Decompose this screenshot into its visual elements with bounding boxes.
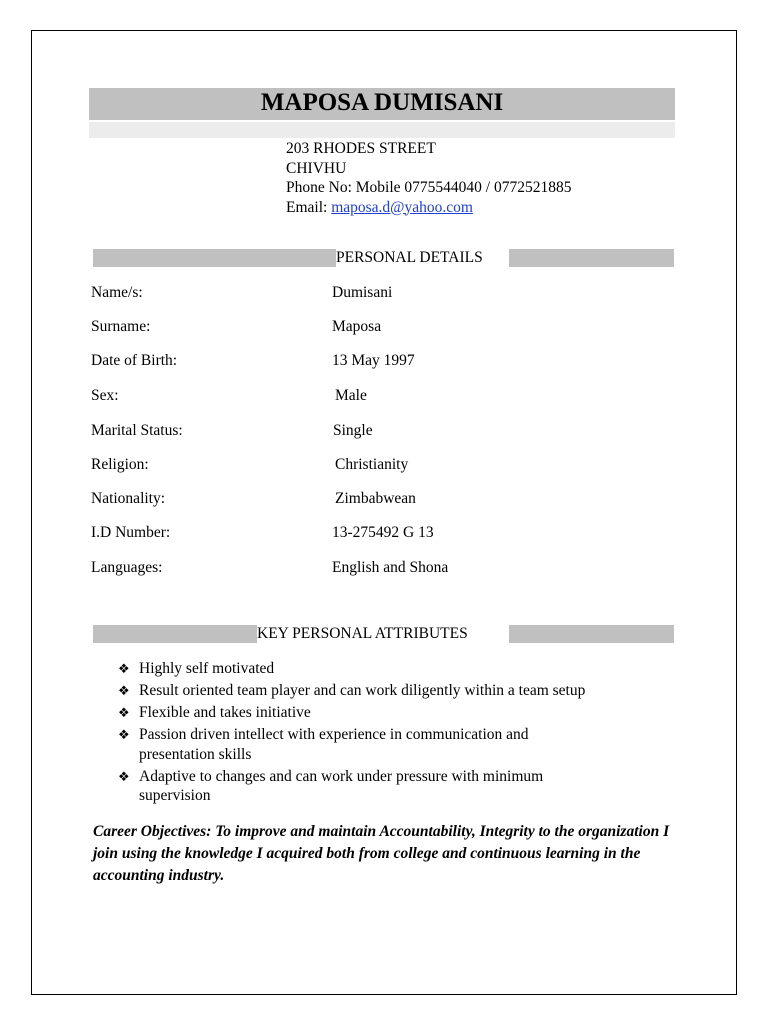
attribute-text: Highly self motivated: [139, 660, 275, 677]
detail-value: 13-275492 G 13: [332, 524, 434, 541]
candidate-name: MAPOSA DUMISANI: [260, 89, 504, 116]
detail-value: Maposa: [332, 318, 382, 335]
attribute-text: Adaptive to changes and can work under pressure with minimum supervision: [139, 767, 544, 804]
diamond-bullet-icon: ❖: [118, 661, 130, 676]
detail-label: Religion:: [91, 456, 149, 473]
attributes-list: [118, 659, 678, 808]
detail-label: I.D Number:: [91, 524, 171, 541]
detail-label: Languages:: [91, 559, 163, 576]
email-link[interactable]: maposa.d@yahoo.com: [331, 198, 473, 216]
personal-details-header: [93, 249, 674, 267]
detail-value: Dumisani: [332, 284, 393, 301]
address-line-2: CHIVHU: [286, 159, 347, 177]
detail-label: Marital Status:: [91, 422, 183, 439]
list-item: [118, 681, 678, 701]
personal-details-title: PERSONAL DETAILS: [336, 249, 509, 267]
attribute-text: Flexible and takes initiative: [139, 704, 311, 721]
detail-label: Name/s:: [91, 284, 143, 301]
email-line: [286, 198, 571, 218]
diamond-bullet-icon: ❖: [118, 683, 130, 698]
detail-label: Nationality:: [91, 490, 166, 507]
attribute-text: Passion driven intellect with experience in communication and presentation skills: [139, 726, 529, 763]
detail-value: English and Shona: [332, 559, 449, 576]
diamond-bullet-icon: ❖: [118, 768, 130, 784]
list-item: [118, 725, 678, 764]
diamond-bullet-icon: ❖: [118, 705, 130, 720]
name-banner: [89, 88, 675, 120]
detail-value: Zimbabwean: [335, 490, 416, 507]
career-objectives: Career Objectives: To improve and maintain Accountability, Integrity to the organization I join using the knowledge I acquired both from college and continuous learning in the accounting industry.: [93, 823, 670, 884]
detail-value: 13 May 1997: [332, 352, 415, 369]
detail-label: Sex:: [91, 387, 119, 404]
list-item: [118, 659, 678, 679]
email-label: Email:: [286, 198, 332, 216]
detail-label: Date of Birth:: [91, 352, 178, 369]
phone-line: Phone No: Mobile 0775544040 / 0772521885: [286, 179, 572, 196]
contact-block: [286, 139, 571, 217]
attributes-header: [93, 625, 674, 643]
attribute-text: Result oriented team player and can work diligently within a team setup: [139, 682, 586, 699]
name-banner-underline: [89, 122, 675, 138]
detail-value: Male: [335, 387, 367, 404]
address-line-1: 203 RHODES STREET: [286, 140, 436, 157]
attributes-title: KEY PERSONAL ATTRIBUTES: [257, 625, 509, 643]
list-item: [118, 767, 678, 806]
detail-value: Christianity: [335, 456, 409, 473]
list-item: [118, 703, 678, 723]
detail-value: Single: [333, 422, 373, 439]
detail-label: Surname:: [91, 318, 151, 335]
diamond-bullet-icon: ❖: [118, 727, 130, 742]
